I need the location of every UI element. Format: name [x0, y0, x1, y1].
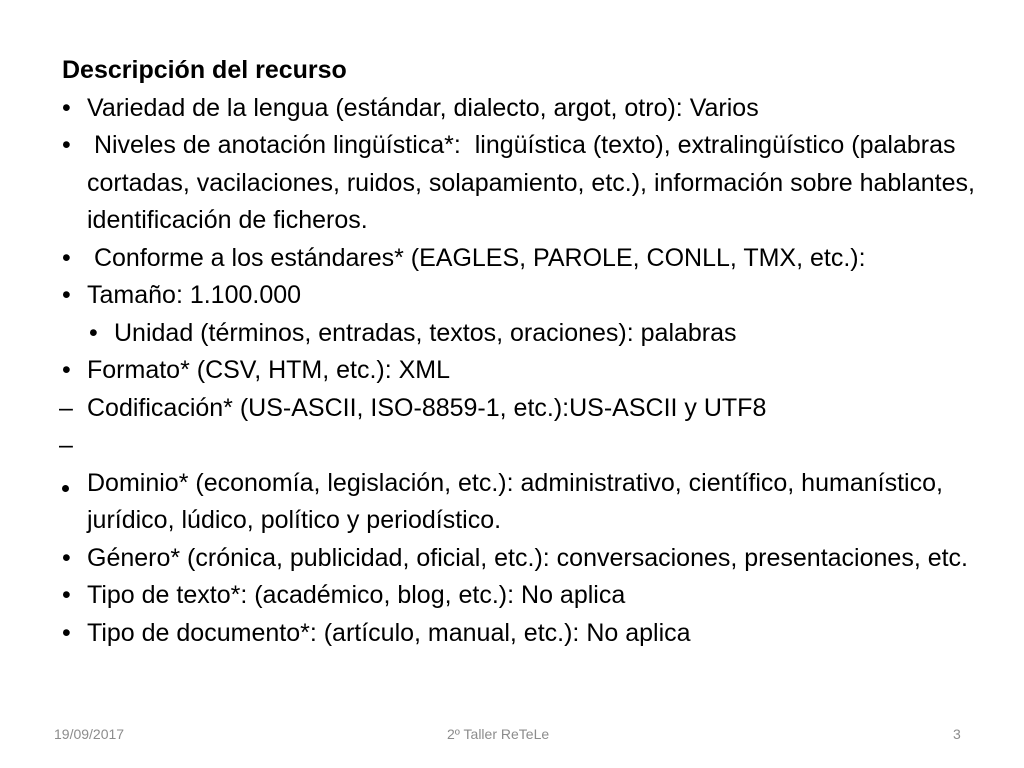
bullet-marker: •	[62, 618, 71, 647]
footer-page-number: 3	[953, 726, 961, 742]
bullet-text: Formato* (CSV, HTM, etc.): XML	[87, 356, 451, 384]
bullet-text: Tipo de texto*: (académico, blog, etc.): No aplica	[87, 581, 626, 609]
bullet-text: Codificación* (US-ASCII, ISO-8859-1, etc.):US-ASCII y UTF8	[87, 393, 767, 422]
bullet-item-dominio	[62, 465, 992, 540]
bullet-marker: •	[89, 318, 98, 347]
bullet-marker: •	[62, 93, 71, 122]
bullet-text: Conforme a los estándares* (EAGLES, PAROLE, CONLL, TMX, etc.):	[87, 243, 866, 272]
bullet-text: Tamaño: 1.100.000	[87, 281, 302, 309]
dash-marker: –	[59, 431, 73, 459]
bullet-marker: •	[62, 543, 71, 572]
footer-title: 2º Taller ReTeLe	[447, 726, 550, 742]
dash-marker: –	[59, 393, 73, 422]
bullet-item-niveles	[62, 127, 992, 240]
bullet-item-tipo-documento	[62, 615, 992, 653]
dash-item-empty	[59, 427, 992, 465]
bullet-text: Dominio* (economía, legislación, etc.): administrativo, científico, humanístico, jurídico, lúdico, político y periodístico.	[87, 468, 943, 534]
bullet-marker: •	[62, 131, 71, 159]
slide-heading: Descripción del recurso	[62, 56, 347, 84]
bullet-item-variedad	[62, 90, 992, 128]
sub-bullet-item-unidad	[62, 315, 992, 353]
bullet-text: Tipo de documento*: (artículo, manual, etc.): No aplica	[87, 618, 691, 647]
bullet-text	[87, 427, 992, 465]
bullet-item-tipo-texto	[62, 577, 992, 615]
bullet-text: Unidad (términos, entradas, textos, oraciones): palabras	[114, 318, 737, 347]
bullet-item-tamano	[62, 277, 992, 315]
bullet-item-genero	[62, 540, 992, 578]
bullet-text: Variedad de la lengua (estándar, dialecto, argot, otro): Varios	[87, 93, 759, 122]
bullet-marker: •	[62, 356, 71, 384]
bullet-marker: •	[62, 243, 71, 272]
bullet-text: Niveles de anotación lingüística*: lingüística (texto), extralingüístico (palabras cortadas, vacilaciones, ruidos, solapamiento, etc.), información sobre hablantes, identificación de ficheros.	[87, 131, 982, 234]
bullet-marker: •	[62, 281, 71, 309]
bullet-item-estandares	[62, 240, 992, 278]
bullet-marker: •	[62, 581, 71, 609]
slide-content	[59, 52, 992, 652]
bullet-text: Género* (crónica, publicidad, oficial, etc.): conversaciones, presentaciones, etc.	[87, 543, 969, 572]
footer-date: 19/09/2017	[54, 726, 125, 742]
bullet-item-formato	[62, 352, 992, 390]
dash-item-codificacion	[59, 390, 992, 428]
